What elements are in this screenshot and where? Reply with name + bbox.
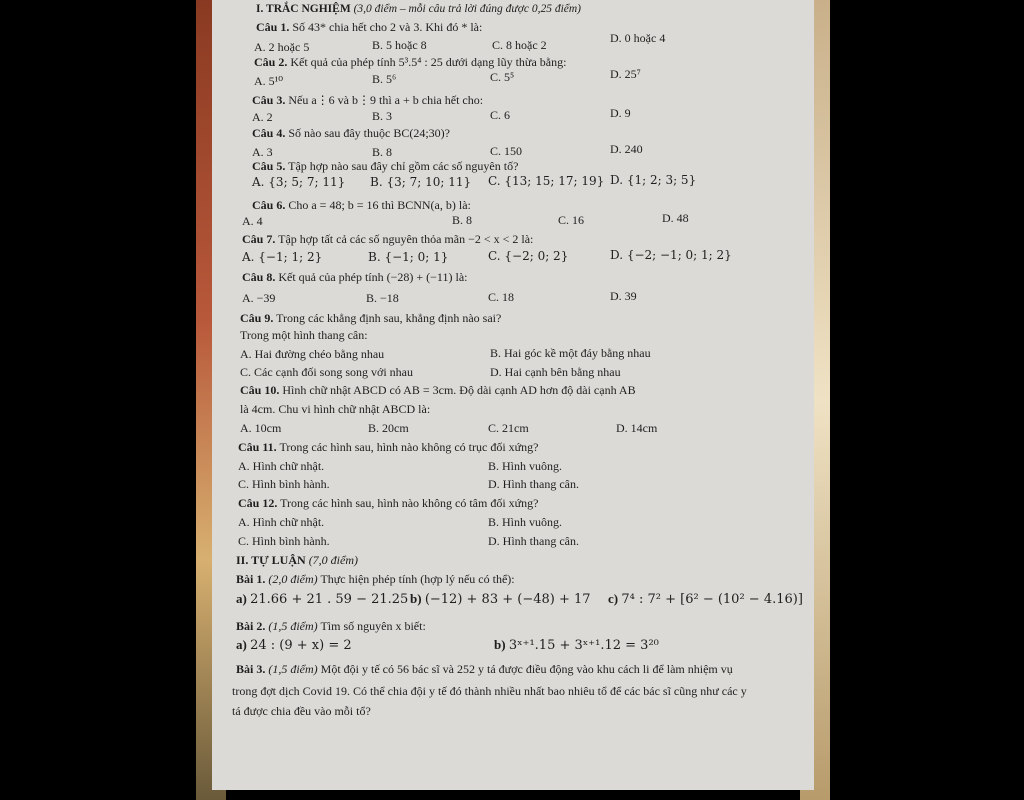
option-a: A. Hình chữ nhật. — [238, 515, 325, 529]
question-1 — [256, 20, 482, 34]
exercise-points: (2,0 điểm) — [268, 572, 318, 586]
question-number: Câu 2. — [254, 55, 288, 69]
option-b: B. 8 — [452, 213, 473, 227]
option-a: A. Hai đường chéo bằng nhau — [240, 347, 385, 361]
option-b: B. Hai góc kề một đáy bằng nhau — [490, 346, 651, 360]
question-text: Hình chữ nhật ABCD có AB = 3cm. Độ dài cạnh AD hơn độ dài cạnh AB — [282, 383, 636, 397]
option-a: A. Hình chữ nhật. — [238, 459, 325, 473]
exercise-label: Bài 1. — [236, 572, 266, 586]
exercise-text: Tìm số nguyên x biết: — [320, 619, 426, 633]
question-12 — [238, 496, 539, 510]
option-c: C. 8 hoặc 2 — [492, 38, 547, 52]
question-number: Câu 1. — [256, 20, 290, 34]
option-d: D. Hai cạnh bên bằng nhau — [490, 365, 621, 379]
exam-paper — [212, 0, 814, 790]
exercise-label: Bài 2. — [236, 619, 266, 633]
item-label: b) — [494, 637, 506, 652]
option-d: D. 48 — [662, 211, 689, 225]
option-a: A. 2 — [252, 110, 273, 124]
option-a: A. 10cm — [240, 421, 282, 435]
question-number: Câu 6. — [252, 198, 286, 212]
option-c: C. Hình bình hành. — [238, 534, 330, 548]
option-b: B. 3 — [372, 109, 393, 123]
option-c: C. 21cm — [488, 421, 529, 435]
option-a: A. −39 — [242, 291, 276, 305]
question-text: Trong các hình sau, hình nào không có trục đối xứng? — [279, 440, 539, 454]
option-d: D. 14cm — [616, 421, 658, 435]
question-6 — [252, 198, 471, 212]
option-d: D. 0 hoặc 4 — [610, 31, 666, 45]
exercise-2b — [494, 638, 659, 653]
option-a: A. {−1; 1; 2} — [242, 250, 323, 264]
question-text: Tập hợp nào sau đây chỉ gồm các số nguyên tố? — [288, 159, 519, 173]
option-b: B. −18 — [366, 291, 399, 305]
exercise-label: Bài 3. — [236, 662, 266, 676]
item-label: c) — [608, 591, 619, 606]
item-expression: 24 : (9 + x) = 2 — [250, 638, 352, 653]
option-c: C. 16 — [558, 213, 585, 227]
question-3 — [252, 93, 483, 107]
item-expression: 7⁴ : 7² + [6² − (10² − 4.16)] — [621, 592, 803, 607]
part2-heading — [236, 553, 358, 567]
question-7 — [242, 232, 533, 246]
question-4 — [252, 126, 450, 140]
option-c: C. 18 — [488, 290, 515, 304]
exercise-1a — [236, 592, 408, 607]
part1-heading — [256, 2, 581, 16]
question-text: Trong các hình sau, hình nào không có tâm đối xứng? — [280, 496, 539, 510]
option-c: C. 6 — [490, 108, 511, 122]
item-label: a) — [236, 637, 247, 652]
question-10 — [240, 383, 636, 397]
exercise-3-line2: trong đợt dịch Covid 19. Có thể chia đội y tế đó thành nhiều nhất bao nhiêu tổ để các bác sĩ cũng như các y — [232, 684, 747, 698]
question-text: Trong các khẳng định sau, khẳng định nào sai? — [276, 311, 502, 325]
option-a: A. {3; 5; 7; 11} — [252, 175, 346, 189]
question-9 — [240, 311, 501, 325]
option-b: B. 8 — [372, 145, 393, 159]
item-expression: (−12) + 83 + (−48) + 17 — [424, 592, 591, 607]
question-8 — [242, 270, 467, 284]
option-b: B. 20cm — [368, 421, 409, 435]
question-text: Kết quả của phép tính (−28) + (−11) là: — [278, 270, 468, 284]
option-a: A. 2 hoặc 5 — [254, 40, 310, 54]
exercise-1b — [410, 592, 591, 607]
exercise-1c — [608, 592, 803, 607]
exercise-3 — [236, 662, 733, 676]
question-number: Câu 11. — [238, 440, 277, 454]
question-11 — [238, 440, 539, 454]
option-b: B. Hình vuông. — [488, 515, 563, 529]
question-number: Câu 10. — [240, 383, 280, 397]
item-label: b) — [410, 591, 422, 606]
option-c: C. {−2; 0; 2} — [488, 249, 569, 263]
option-d: D. 240 — [610, 142, 643, 156]
question-text: Cho a = 48; b = 16 thì BCNN(a, b) là: — [288, 198, 471, 212]
option-d: D. {−2; −1; 0; 1; 2} — [610, 248, 732, 262]
option-c: C. Hình bình hành. — [238, 477, 330, 491]
option-b: B. Hình vuông. — [488, 459, 563, 473]
exercise-3-line3: tá được chia đều vào mỗi tổ? — [232, 704, 371, 718]
part1-title: I. TRẮC NGHIỆM — [256, 3, 351, 15]
question-5 — [252, 159, 518, 173]
question-10-text-line2: là 4cm. Chu vi hình chữ nhật ABCD là: — [240, 402, 431, 416]
question-text: Số nào sau đây thuộc BC(24;30)? — [288, 126, 450, 140]
option-b: B. 5⁶ — [372, 72, 397, 86]
part2-title: II. TỰ LUẬN — [236, 553, 306, 567]
question-2 — [254, 55, 566, 69]
option-a: A. 3 — [252, 145, 273, 159]
item-expression: 3ˣ⁺¹.15 + 3ˣ⁺¹.12 = 3²⁰ — [508, 638, 659, 653]
question-text: Số 43* chia hết cho 2 và 3. Khi đó * là: — [292, 20, 483, 34]
option-d: D. Hình thang cân. — [488, 477, 579, 491]
exercise-2 — [236, 619, 426, 633]
question-number: Câu 7. — [242, 232, 276, 246]
question-9-subtext: Trong một hình thang cân: — [240, 328, 368, 342]
option-b: B. 5 hoặc 8 — [372, 38, 427, 52]
item-label: a) — [236, 591, 247, 606]
option-d: D. {1; 2; 3; 5} — [610, 173, 697, 187]
exercise-points: (1,5 điểm) — [268, 619, 318, 633]
question-number: Câu 8. — [242, 270, 276, 284]
option-d: D. Hình thang cân. — [488, 534, 579, 548]
exercise-text: Một đội y tế có 56 bác sĩ và 252 y tá được điều động vào khu cách li để làm nhiệm vụ — [320, 662, 733, 676]
option-a: A. 4 — [242, 214, 263, 228]
exercise-points: (1,5 điểm) — [268, 662, 318, 676]
option-a: A. 5¹⁰ — [254, 74, 284, 88]
option-d: D. 39 — [610, 289, 637, 303]
exercise-2a — [236, 638, 352, 653]
part1-note: (3,0 điểm – mỗi câu trả lời đúng được 0,25 điểm) — [353, 3, 581, 15]
item-expression: 21.66 + 21 . 59 − 21.25 — [250, 592, 409, 607]
question-text: Nếu a⋮6 và b⋮9 thì a + b chia hết cho: — [288, 93, 484, 107]
option-b: B. {3; 7; 10; 11} — [370, 175, 472, 189]
question-number: Câu 9. — [240, 311, 274, 325]
question-number: Câu 12. — [238, 496, 278, 510]
option-c: C. Các cạnh đối song song với nhau — [240, 365, 413, 379]
question-number: Câu 5. — [252, 159, 286, 173]
question-number: Câu 3. — [252, 93, 286, 107]
option-d: D. 9 — [610, 106, 631, 120]
question-number: Câu 4. — [252, 126, 286, 140]
question-text: Kết quả của phép tính 5³.5⁴ : 25 dưới dạng lũy thừa bằng: — [290, 55, 567, 69]
exercise-text: Thực hiện phép tính (hợp lý nếu có thể): — [320, 572, 515, 586]
part2-note: (7,0 điểm) — [308, 553, 359, 567]
exercise-1 — [236, 572, 515, 586]
option-c: C. {13; 15; 17; 19} — [488, 174, 605, 188]
option-d: D. 25⁷ — [610, 67, 641, 81]
question-text: Tập hợp tất cả các số nguyên thỏa mãn −2 < x < 2 là: — [278, 232, 534, 246]
option-c: C. 5⁵ — [490, 70, 515, 84]
option-b: B. {−1; 0; 1} — [368, 250, 449, 264]
option-c: C. 150 — [490, 144, 523, 158]
